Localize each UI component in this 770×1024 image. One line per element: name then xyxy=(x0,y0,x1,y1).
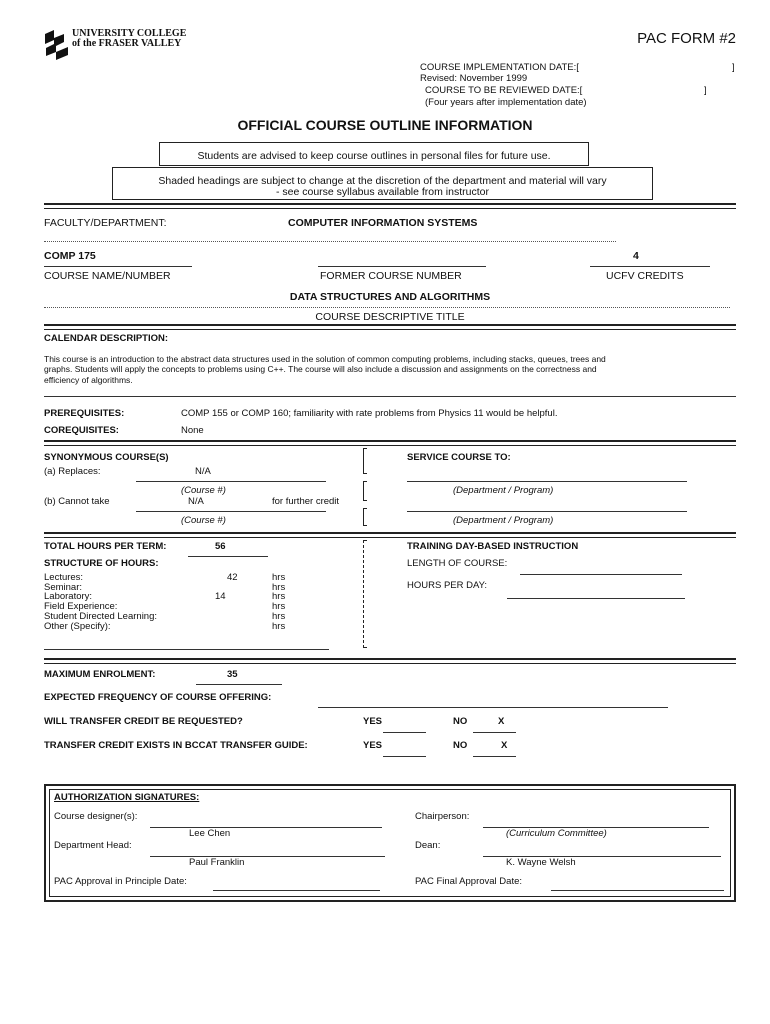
divider xyxy=(44,396,736,397)
review-date-close: ] xyxy=(704,85,707,96)
transfer-exists-mark: X xyxy=(501,740,508,751)
total-hours-line xyxy=(188,556,268,557)
hours-row-unit: hrs xyxy=(272,601,286,612)
length-label: LENGTH OF COURSE: xyxy=(407,558,508,569)
dean-label: Dean: xyxy=(415,840,441,851)
length-line xyxy=(520,574,682,575)
transfer-request-yes-line xyxy=(383,732,426,733)
service-line-2 xyxy=(407,511,687,512)
pac-final-label: PAC Final Approval Date: xyxy=(415,876,523,887)
cannot-take-value: N/A xyxy=(188,496,204,507)
transfer-exists-yes-line xyxy=(383,756,426,757)
training-label: TRAINING DAY-BASED INSTRUCTION xyxy=(407,541,579,552)
enrolment-label: MAXIMUM ENROLMENT: xyxy=(44,669,156,680)
auth-title: AUTHORIZATION SIGNATURES: xyxy=(54,792,200,803)
prereq-value: COMP 155 or COMP 160; familiarity with rate problems from Physics 11 would be helpful. xyxy=(181,408,558,419)
coreq-value: None xyxy=(181,425,204,436)
shaded-text-2: - see course syllabus available from instructor xyxy=(275,186,489,198)
shaded-box xyxy=(112,167,653,200)
pac-principle-line xyxy=(213,890,380,891)
hours-row-label: Student Directed Learning: xyxy=(44,611,158,622)
service-label: SERVICE COURSE TO: xyxy=(407,452,511,463)
enrolment-value: 35 xyxy=(227,669,238,680)
synonymous-label: SYNONYMOUS COURSE(S) xyxy=(44,452,169,463)
notice-text: Students are advised to keep course outlines in personal files for future use. xyxy=(197,150,551,162)
coreq-label: COREQUISITES: xyxy=(44,425,119,436)
hours-row-unit: hrs xyxy=(272,582,286,593)
divider xyxy=(44,203,736,209)
enrolment-line xyxy=(196,684,282,685)
notice-box xyxy=(159,142,589,166)
hours-row-value: 14 xyxy=(215,591,226,602)
other-specify-line xyxy=(44,649,329,650)
logo-line2: of the FRASER VALLEY xyxy=(72,38,182,49)
hours-row-label: Laboratory: xyxy=(44,591,93,602)
dean-name: K. Wayne Welsh xyxy=(506,857,576,868)
transfer-request-mark: X xyxy=(498,716,505,727)
transfer-request-no: NO xyxy=(453,716,468,727)
logo-line1: UNIVERSITY COLLEGE xyxy=(72,28,187,39)
designer-label: Course designer(s): xyxy=(54,811,138,822)
hours-row-unit: hrs xyxy=(272,572,286,583)
transfer-request-no-line xyxy=(473,732,516,733)
frequency-line xyxy=(318,707,668,708)
impl-date: COURSE IMPLEMENTATION DATE:[ xyxy=(420,62,579,73)
former-number-line xyxy=(318,266,486,267)
designer-name: Lee Chen xyxy=(189,828,231,839)
bracket xyxy=(363,448,368,474)
dept-head-name: Paul Franklin xyxy=(189,857,245,868)
credits-label: UCFV CREDITS xyxy=(606,270,684,282)
credits-value: 4 xyxy=(633,250,639,262)
course-hint-2: (Course #) xyxy=(181,515,226,526)
form-id: PAC FORM #2 xyxy=(637,30,736,47)
pac-principle-label: PAC Approval in Principle Date: xyxy=(54,876,187,887)
chair-role: (Curriculum Committee) xyxy=(506,828,607,839)
further-credit: for further credit xyxy=(272,496,340,507)
hours-row-label: Other (Specify): xyxy=(44,621,111,632)
faculty-label: FACULTY/DEPARTMENT: xyxy=(44,217,167,229)
former-number-label: FORMER COURSE NUMBER xyxy=(320,270,462,282)
course-hint-1: (Course #) xyxy=(181,485,226,496)
bracket xyxy=(363,540,368,648)
course-number: COMP 175 xyxy=(44,250,96,262)
hours-per-day-line xyxy=(507,598,685,599)
faculty-line xyxy=(44,241,616,242)
hours-row-unit: hrs xyxy=(272,591,286,602)
course-title-label: COURSE DESCRIPTIVE TITLE xyxy=(315,311,465,323)
service-line-1 xyxy=(407,481,687,482)
transfer-request-yes: YES xyxy=(363,716,383,727)
cannot-take-label: (b) Cannot take xyxy=(44,496,110,507)
bracket xyxy=(363,481,368,501)
bracket xyxy=(363,508,368,526)
designer-line xyxy=(150,827,382,828)
transfer-request-label: WILL TRANSFER CREDIT BE REQUESTED? xyxy=(44,716,243,727)
divider xyxy=(44,658,736,664)
course-title-line xyxy=(44,307,730,308)
hours-row-unit: hrs xyxy=(272,611,286,622)
transfer-exists-label: TRANSFER CREDIT EXISTS IN BCCAT TRANSFER GUIDE: xyxy=(44,740,308,751)
dept-head-label: Department Head: xyxy=(54,840,132,851)
hours-row-label: Lectures: xyxy=(44,572,84,583)
dept-hint-1: (Department / Program) xyxy=(453,485,554,496)
dept-head-line xyxy=(150,856,385,857)
ufv-logo-icon xyxy=(44,28,70,60)
calendar-line-2: graphs. Students will apply the concepts to problems using C++. The course will also include a discussion and assignments on the correctness and xyxy=(44,364,597,374)
divider xyxy=(44,440,736,446)
hours-row-unit: hrs xyxy=(272,621,286,632)
pac-final-line xyxy=(551,890,724,891)
replaces-value: N/A xyxy=(195,466,211,477)
hours-row-value: 42 xyxy=(227,572,238,583)
total-hours-label: TOTAL HOURS PER TERM: xyxy=(44,541,167,552)
shaded-text-1: Shaded headings are subject to change at the discretion of the department and material will vary xyxy=(158,175,607,187)
transfer-exists-no: NO xyxy=(453,740,468,751)
chair-label: Chairperson: xyxy=(415,811,470,822)
calendar-label: CALENDAR DESCRIPTION: xyxy=(44,333,169,344)
revised-date: Revised: November 1999 xyxy=(420,73,528,84)
calendar-line-3: efficiency of algorithms. xyxy=(44,375,133,385)
course-number-line xyxy=(44,266,192,267)
course-title: DATA STRUCTURES AND ALGORITHMS xyxy=(289,291,491,303)
divider xyxy=(44,324,736,330)
faculty-value: COMPUTER INFORMATION SYSTEMS xyxy=(288,217,478,229)
transfer-exists-yes: YES xyxy=(363,740,383,751)
credits-line xyxy=(590,266,710,267)
divider xyxy=(44,532,736,538)
hours-per-day-label: HOURS PER DAY: xyxy=(407,580,488,591)
prereq-label: PREREQUISITES: xyxy=(44,408,125,419)
total-hours-value: 56 xyxy=(215,541,226,552)
course-number-label: COURSE NAME/NUMBER xyxy=(44,270,171,282)
structure-label: STRUCTURE OF HOURS: xyxy=(44,558,159,569)
replaces-line xyxy=(136,481,326,482)
replaces-label: (a) Replaces: xyxy=(44,466,101,477)
page-title: OFFICIAL COURSE OUTLINE INFORMATION xyxy=(237,117,533,133)
impl-date-close: ] xyxy=(732,62,735,73)
four-years-note: (Four years after implementation date) xyxy=(425,97,587,108)
transfer-exists-no-line xyxy=(473,756,516,757)
hours-row-label: Seminar: xyxy=(44,582,83,593)
review-date: COURSE TO BE REVIEWED DATE:[ xyxy=(425,85,583,96)
frequency-label: EXPECTED FREQUENCY OF COURSE OFFERING: xyxy=(44,692,272,703)
hours-row-label: Field Experience: xyxy=(44,601,118,612)
calendar-line-1: This course is an introduction to the abstract data structures used in the solution of common computing problems, including stacks, queues, trees and xyxy=(44,354,606,364)
dept-hint-2: (Department / Program) xyxy=(453,515,554,526)
cannot-take-line xyxy=(136,511,326,512)
